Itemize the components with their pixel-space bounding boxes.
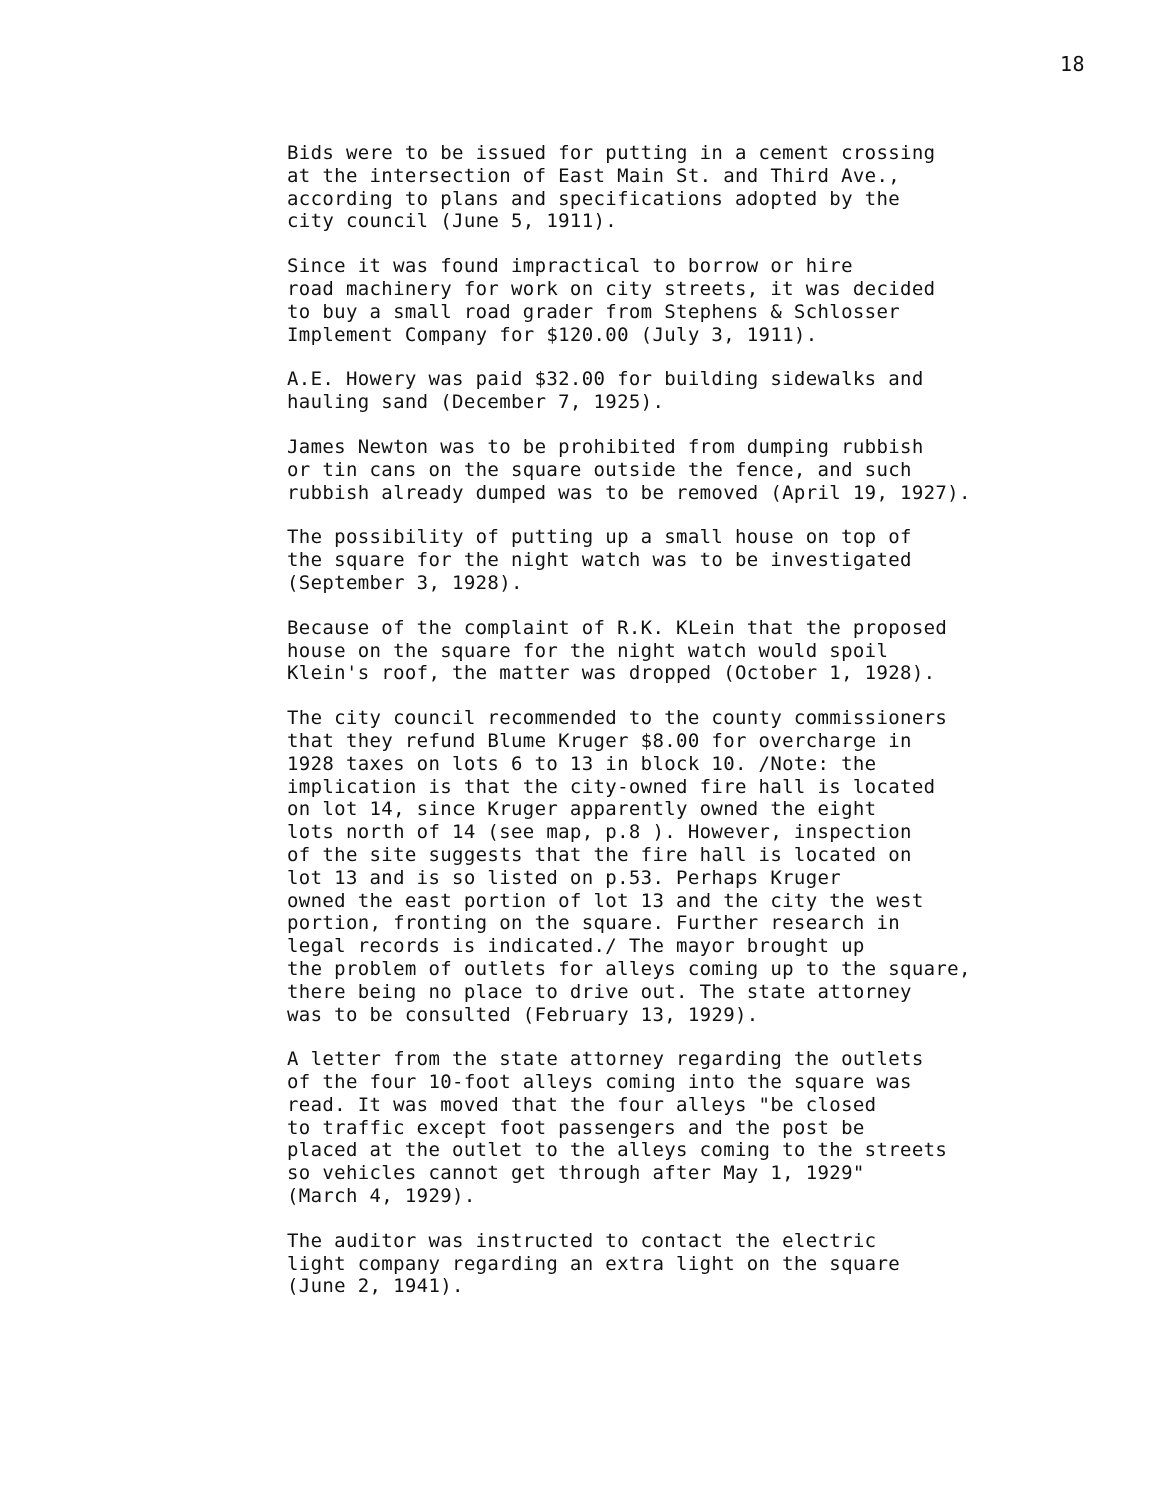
text-line: house on the square for the night watch would spoil — [287, 639, 889, 662]
text-line: (March 4, 1929). — [287, 1185, 476, 1208]
text-line: that they refund Blume Kruger $8.00 for overcharge in — [287, 729, 912, 752]
text-line: road machinery for work on city streets, it was decided — [287, 277, 936, 300]
text-line: A letter from the state attorney regarding the outlets — [287, 1048, 924, 1071]
text-line: Since it was found impractical to borrow or hire — [287, 255, 853, 278]
text-line: to traffic except foot passengers and the post be — [287, 1116, 865, 1139]
text-line: Implement Company for $120.00 (July 3, 1911). — [287, 323, 818, 346]
text-line: the square for the night watch was to be investigated — [287, 549, 912, 572]
paragraph-road-grader — [287, 255, 987, 346]
text-line: The city council recommended to the county commissioners — [287, 707, 948, 730]
text-line: of the site suggests that the fire hall is located on — [287, 843, 912, 866]
paragraph-klein-complaint — [287, 617, 987, 685]
text-line: A.E. Howery was paid $32.00 for building sidewalks and — [287, 368, 924, 391]
text-line: on lot 14, since Kruger apparently owned the eight — [287, 798, 877, 821]
paragraph-cement-crossing — [287, 142, 987, 233]
text-line: according to plans and specifications adopted by the — [287, 187, 901, 210]
page-number: 18 — [1060, 52, 1086, 76]
paragraph-kruger-refund — [287, 707, 987, 1026]
text-line: rubbish already dumped was to be removed (April 19, 1927). — [287, 481, 971, 504]
text-line: Klein's roof, the matter was dropped (October 1, 1928). — [287, 662, 936, 685]
text-line: James Newton was to be prohibited from dumping rubbish — [287, 435, 924, 458]
text-line: legal records is indicated./ The mayor brought up — [287, 935, 865, 958]
text-line: owned the east portion of lot 13 and the city the west — [287, 889, 924, 912]
text-line: lots north of 14 (see map, p.8 ). However, inspection — [287, 821, 912, 844]
paragraph-sidewalks — [287, 368, 987, 414]
text-line: or tin cans on the square outside the fence, and such — [287, 458, 912, 481]
text-line: there being no place to drive out. The state attorney — [287, 980, 912, 1003]
text-line: to buy a small road grader from Stephens & Schlosser — [287, 300, 901, 323]
text-line: placed at the outlet to the alleys coming to the streets — [287, 1139, 948, 1162]
text-line: hauling sand (December 7, 1925). — [287, 391, 665, 414]
paragraph-night-watch-house — [287, 526, 987, 594]
text-line: was to be consulted (February 13, 1929). — [287, 1003, 759, 1026]
text-line: The possibility of putting up a small house on top of — [287, 526, 912, 549]
text-line: (June 2, 1941). — [287, 1275, 464, 1298]
text-line: light company regarding an extra light on the square — [287, 1252, 901, 1275]
paragraph-extra-light — [287, 1230, 987, 1298]
paragraph-rubbish — [287, 436, 987, 504]
text-line: lot 13 and is so listed on p.53. Perhaps Kruger — [287, 866, 842, 889]
text-line: read. It was moved that the four alleys "be closed — [287, 1093, 877, 1116]
paragraph-alley-closure — [287, 1048, 987, 1208]
text-line: 1928 taxes on lots 6 to 13 in block 10. /Note: the — [287, 752, 877, 775]
text-line: city council (June 5, 1911). — [287, 210, 618, 233]
body-text — [287, 142, 987, 1320]
text-line: the problem of outlets for alleys coming up to the square, — [287, 957, 971, 980]
text-line: Because of the complaint of R.K. KLein that the proposed — [287, 616, 948, 639]
text-line: at the intersection of East Main St. and Third Ave., — [287, 164, 901, 187]
text-line: The auditor was instructed to contact the electric — [287, 1229, 877, 1252]
text-line: (September 3, 1928). — [287, 571, 523, 594]
text-line: Bids were to be issued for putting in a cement crossing — [287, 142, 936, 164]
text-line: implication is that the city-owned fire hall is located — [287, 775, 936, 798]
text-line: so vehicles cannot get through after May 1, 1929" — [287, 1162, 865, 1185]
text-line: of the four 10-foot alleys coming into the square was — [287, 1071, 912, 1094]
text-line: portion, fronting on the square. Further research in — [287, 912, 901, 935]
